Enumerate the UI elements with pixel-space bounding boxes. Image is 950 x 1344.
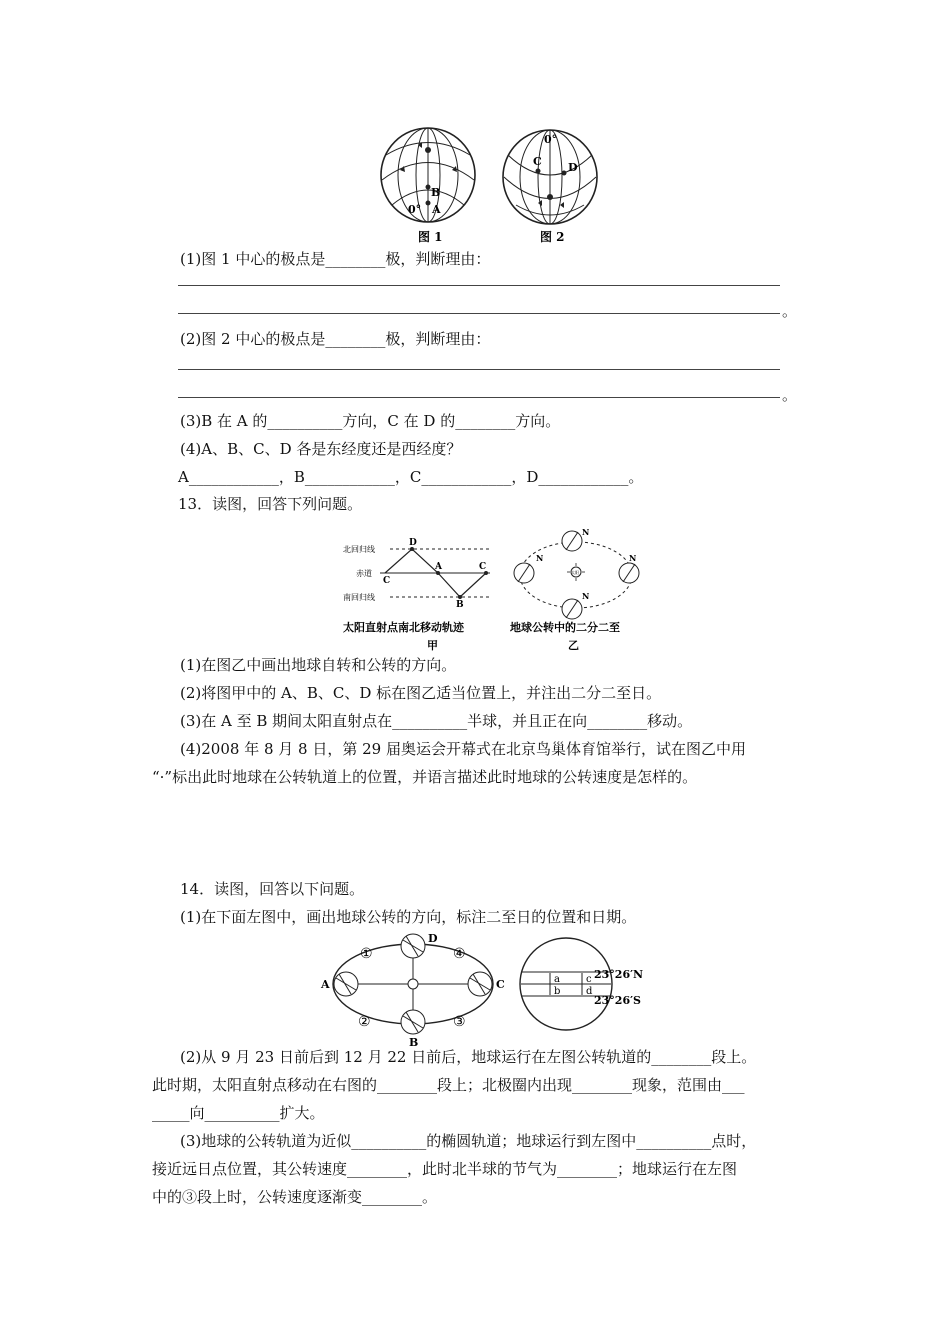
orbit-point-b: B xyxy=(409,1036,419,1049)
q12-part3: (3)B 在 A 的__________方向，C 在 D 的________方向。 xyxy=(180,412,561,430)
q14-title: 14．读图，回答以下问题。 xyxy=(180,880,365,898)
jia-caption: 太阳直射点南北移动轨迹 xyxy=(343,621,464,634)
q13-figure xyxy=(340,527,660,657)
orbit-segment-2: ② xyxy=(358,1014,371,1030)
yi-north-top: N xyxy=(582,527,590,537)
q14-part1: (1)在下面左图中，画出地球公转的方向，标注二至日的位置和日期。 xyxy=(180,908,637,926)
q14-part3-line3: 中的③段上时，公转速度逐渐变________。 xyxy=(152,1188,438,1206)
fig2-caption: 图 2 xyxy=(540,230,565,244)
lat-segment-c: c xyxy=(586,974,592,985)
globe-figures xyxy=(378,125,618,247)
orbit-point-c: C xyxy=(496,978,505,991)
answer-line xyxy=(178,313,780,314)
q14-latitude-figure xyxy=(520,938,643,1030)
jia-point-c-right: C xyxy=(479,562,487,572)
label-north-tropic: 北回归线 xyxy=(343,545,375,554)
jia-point-d: D xyxy=(409,538,417,548)
answer-line xyxy=(178,369,780,370)
q13-figure-yi xyxy=(510,527,639,652)
q14-orbit-figure xyxy=(320,932,505,1049)
q14-part3-line2: 接近远日点位置，其公转速度________，此时北半球的节气为________；地球运行在左图 xyxy=(152,1160,738,1178)
fig1-label-b: B xyxy=(431,186,441,199)
q13-part4-line1: (4)2008 年 8 月 8 日，第 29 届奥运会开幕式在北京鸟巢体育馆举行，试在图乙中用 xyxy=(180,740,746,758)
q12-part4-answer: A____________，B____________，C____________，D____________。 xyxy=(178,468,644,486)
yi-north-left: N xyxy=(536,553,544,563)
q13-part1: (1)在图乙中画出地球自转和公转的方向。 xyxy=(180,656,457,674)
answer-line xyxy=(178,285,780,286)
q12-part2-end: 。 xyxy=(782,386,798,404)
q14-part2-line2: 此时期，太阳直射点移动在右图的________段上；北极圈内出现________现象，范围由___ xyxy=(152,1076,745,1094)
yi-north-bottom: N xyxy=(582,591,590,601)
globe-figure-1 xyxy=(381,128,475,244)
answer-line xyxy=(178,397,780,398)
label-equator: 赤道 xyxy=(356,569,372,578)
q12-part1: (1)图 1 中心的极点是________极，判断理由： xyxy=(180,250,491,268)
lat-label-south: 23°26′S xyxy=(594,994,641,1007)
q12-part1-end: 。 xyxy=(782,302,798,320)
yi-subcaption: 乙 xyxy=(568,639,579,652)
fig1-label-a: A xyxy=(432,203,441,216)
globe-figure-2 xyxy=(503,130,597,244)
fig2-zero-degree: 0° xyxy=(544,133,558,146)
orbit-point-d: D xyxy=(428,932,438,945)
q13-part2: (2)将图甲中的 A、B、C、D 标在图乙适当位置上，并注出二分二至日。 xyxy=(180,684,662,702)
q13-title: 13．读图，回答下列问题。 xyxy=(178,495,363,513)
fig1-caption: 图 1 xyxy=(418,230,443,244)
q14-part2-line3: _____向__________扩大。 xyxy=(152,1104,325,1122)
q12-part4: (4)A、B、C、D 各是东经度还是西经度？ xyxy=(180,440,462,458)
q13-figure-jia xyxy=(343,538,490,652)
yi-north-right: N xyxy=(629,553,637,563)
label-south-tropic: 南回归线 xyxy=(343,593,375,602)
jia-subcaption: 甲 xyxy=(427,639,438,652)
lat-label-north: 23°26′N xyxy=(594,968,644,981)
orbit-segment-1: ① xyxy=(360,946,373,962)
q14-figure xyxy=(318,932,648,1049)
lat-segment-a: a xyxy=(554,974,560,985)
fig2-label-c: C xyxy=(533,155,542,168)
orbit-segment-4: ④ xyxy=(453,946,466,962)
yi-sun-label: 太阳 xyxy=(571,570,579,575)
q12-part2: (2)图 2 中心的极点是________极，判断理由： xyxy=(180,330,491,348)
lat-segment-d: d xyxy=(586,986,593,997)
q13-part4-line2: “·”标出此时地球在公转轨道上的位置，并语言描述此时地球的公转速度是怎样的。 xyxy=(152,768,698,786)
q14-part3-line1: (3)地球的公转轨道为近似__________的椭圆轨道；地球运行到左图中__________点时， xyxy=(180,1132,757,1150)
q13-part3: (3)在 A 至 B 期间太阳直射点在__________半球，并且正在向________移动。 xyxy=(180,712,693,730)
q14-part2-line1: (2)从 9 月 23 日前后到 12 月 22 日前后，地球运行在左图公转轨道的________段上。 xyxy=(180,1048,757,1066)
jia-point-b: B xyxy=(456,600,464,610)
fig2-label-d: D xyxy=(568,161,578,174)
lat-segment-b: b xyxy=(554,986,561,997)
fig1-zero-degree: 0° xyxy=(408,203,422,216)
orbit-point-a: A xyxy=(321,978,330,991)
orbit-segment-3: ③ xyxy=(453,1014,466,1030)
yi-caption: 地球公转中的二分二至 xyxy=(510,621,620,634)
jia-point-a: A xyxy=(435,562,442,572)
jia-point-c-left: C xyxy=(383,576,391,586)
